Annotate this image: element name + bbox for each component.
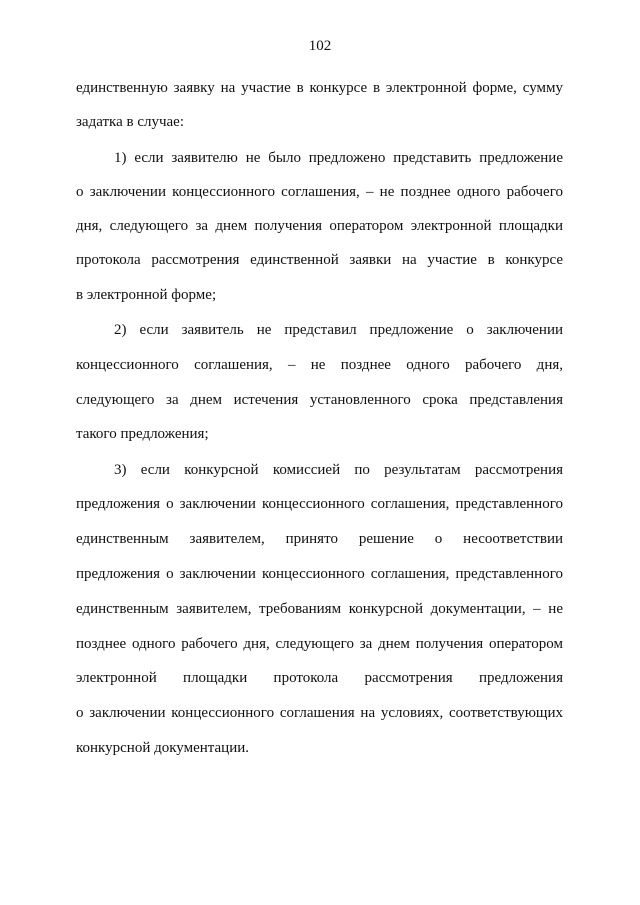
text-line: конкурсной документации. bbox=[76, 740, 250, 756]
page-number: 102 bbox=[308, 38, 332, 54]
text-line: единственным заявителем, принято решение о несоответствии bbox=[76, 531, 563, 547]
text-line: о заключении концессионного соглашения, – не позднее одного рабочего bbox=[76, 184, 563, 200]
text-line: концессионного соглашения, – не позднее одного рабочего дня, bbox=[76, 357, 563, 373]
text-line: единственным заявителем, требованиям конкурсной документации, – не bbox=[76, 601, 563, 617]
text-line: о заключении концессионного соглашения на условиях, соответствующих bbox=[76, 705, 563, 721]
text-line: предложения о заключении концессионного соглашения, представленного bbox=[76, 566, 563, 582]
text-line: следующего за днем истечения установленного срока представления bbox=[76, 392, 563, 408]
text-line: такого предложения; bbox=[76, 426, 209, 442]
list-item-1-line: 1) если заявителю не было предложено представить предложение bbox=[114, 150, 563, 166]
text-line: дня, следующего за днем получения оператором электронной площадки bbox=[76, 218, 563, 234]
text-line: в электронной форме; bbox=[76, 287, 217, 303]
text-line: протокола рассмотрения единственной заявки на участие в конкурсе bbox=[76, 252, 563, 268]
text-line: позднее одного рабочего дня, следующего за днем получения оператором bbox=[76, 636, 563, 652]
text-line: единственную заявку на участие в конкурсе в электронной форме, сумму bbox=[76, 80, 563, 96]
list-item-3-line: 3) если конкурсной комиссией по результатам рассмотрения bbox=[114, 462, 563, 478]
text-line: электронной площадки протокола рассмотрения предложения bbox=[76, 670, 563, 686]
text-line: задатка в случае: bbox=[76, 114, 185, 130]
text-line: предложения о заключении концессионного соглашения, представленного bbox=[76, 496, 563, 512]
list-item-2-line: 2) если заявитель не представил предложение о заключении bbox=[114, 322, 563, 338]
